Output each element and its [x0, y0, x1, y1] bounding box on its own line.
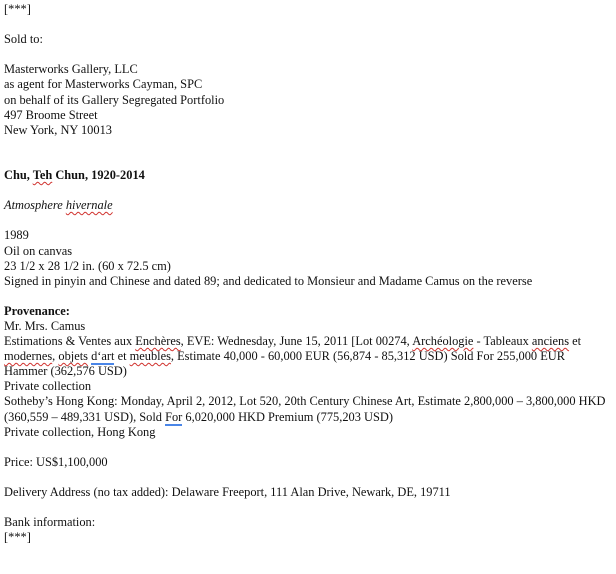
spacer — [4, 138, 610, 153]
artist-name-suffix: Chun, 1920-2014 — [52, 168, 145, 183]
artwork-details — [4, 228, 610, 288]
provenance-owner-3: Private collection, Hong Kong — [4, 424, 156, 439]
sale2-text: 6,020,000 HKD Premium (775,203 USD) — [182, 409, 393, 424]
provenance-sale-2 — [4, 394, 610, 424]
buyer-address — [4, 62, 610, 137]
title-word-1: Atmosphere — [4, 198, 66, 213]
sale1-text: Estimations & Ventes aux — [4, 334, 136, 349]
spacer — [4, 213, 610, 228]
sale2-grammar-word: For — [165, 409, 183, 424]
spacer — [4, 183, 610, 198]
artist-name-spellcheck-word: Teh — [32, 168, 53, 183]
spacer — [4, 47, 610, 62]
provenance-heading: Provenance: — [4, 303, 70, 318]
sale1-spellcheck-word: Enchères — [135, 334, 181, 349]
title-word-2: hivernale — [65, 198, 113, 213]
sale1-grammar-word: d‘art — [91, 349, 115, 364]
spacer — [4, 17, 610, 32]
sale1-text: - Tableaux — [473, 334, 532, 349]
provenance-sale-1 — [4, 334, 610, 379]
buyer-city: New York, NY 10013 — [4, 122, 112, 137]
artwork-inscription: Signed in pinyin and Chinese and dated 89; and dedicated to Monsieur and Madame Camus on the reverse — [4, 273, 533, 288]
sale1-spellcheck-word: modernes — [4, 349, 53, 364]
header-redaction: [***] — [4, 2, 31, 16]
buyer-portfolio-line: on behalf of its Gallery Segregated Portfolio — [4, 92, 225, 107]
buyer-name: Masterworks Gallery, LLC — [4, 62, 138, 77]
buyer-agent-line: as agent for Masterworks Cayman, SPC — [4, 77, 203, 92]
footer-redaction: [***] — [4, 530, 31, 545]
sale2-text: Sotheby’s Hong Kong: Monday, April 2, 2012, Lot 520, 20th Century Chinese Art, Estimate 2,800,000 – 3,800,000 HKD (360,559 – 489,331 USD), Sold — [4, 394, 606, 424]
buyer-street: 497 Broome Street — [4, 107, 98, 122]
spacer — [4, 153, 610, 168]
provenance-owner-1: Mr. Mrs. Camus — [4, 318, 86, 333]
artist-heading — [4, 168, 610, 183]
artwork-dimensions: 23 1/2 x 28 1/2 in. (60 x 72.5 cm) — [4, 258, 171, 273]
sold-to-label: Sold to: — [4, 32, 43, 47]
spacer — [4, 500, 610, 515]
sale1-text: , — [52, 349, 59, 364]
sale1-text: , EVE: Wednesday, June 15, 2011 [Lot 00274, — [180, 334, 413, 349]
sale1-spellcheck-word: objets — [58, 349, 88, 364]
document-body — [4, 2, 610, 545]
sale1-spellcheck-word: meubles — [129, 349, 171, 364]
bank-information-label: Bank information: — [4, 515, 96, 530]
sale1-text: et — [569, 334, 582, 349]
spacer — [4, 440, 610, 455]
spacer — [4, 289, 610, 304]
provenance-owner-2: Private collection — [4, 379, 92, 394]
artist-name-prefix: Chu, — [4, 168, 33, 183]
sale1-spellcheck-word: Archéologie — [412, 334, 474, 349]
sale1-text: et — [114, 349, 130, 364]
delivery-address-line: Delivery Address (no tax added): Delaware Freeport, 111 Alan Drive, Newark, DE, 19711 — [4, 485, 451, 499]
artwork-title — [4, 198, 610, 213]
sale1-spellcheck-word: anciens — [531, 334, 570, 349]
price-line: Price: US$1,100,000 — [4, 454, 108, 469]
artwork-year: 1989 — [4, 228, 29, 243]
artwork-medium: Oil on canvas — [4, 243, 73, 258]
spacer — [4, 470, 610, 485]
sale1-text: , Estimate 40,000 - 60,000 EUR (56,874 - 85,312 USD) Sold For 255,000 EUR Hammer (362,576 USD) — [4, 349, 566, 379]
provenance-section — [4, 304, 610, 440]
